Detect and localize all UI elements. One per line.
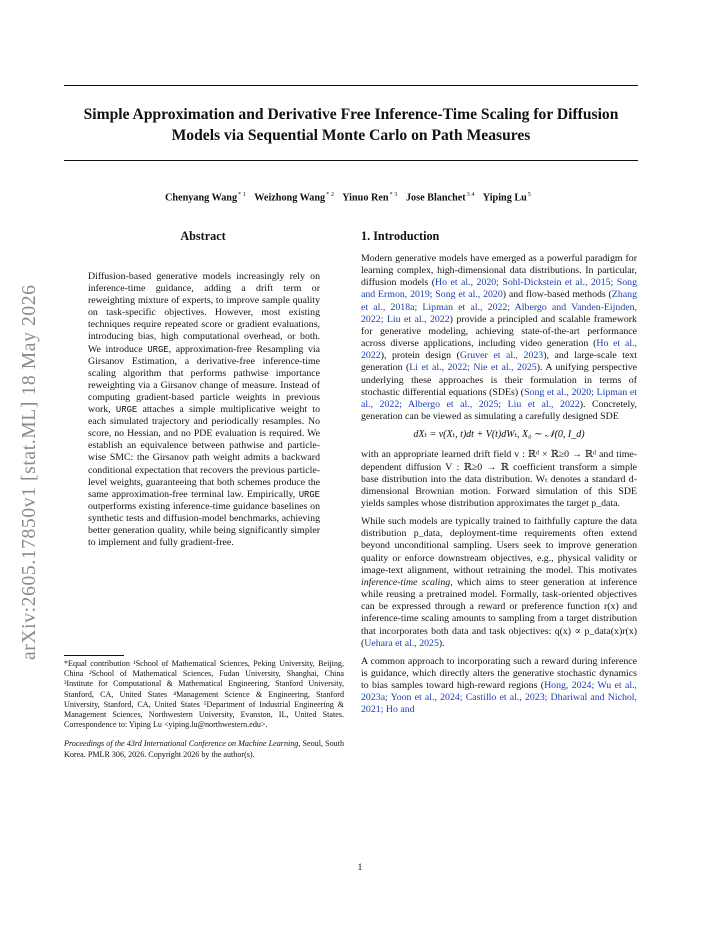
introduction-body xyxy=(361,253,637,723)
footnote-rule xyxy=(64,655,124,656)
emphasis-term: inference-time scaling xyxy=(361,576,451,588)
citation-link[interactable]: Hong, 2024; Wu et al., 2023a; Yoon et al., 2024; Castillo et al., 2023; Dhariwal and Nichol, 2021; Ho and xyxy=(361,680,638,716)
title-rule-top xyxy=(64,85,638,86)
author-affil-mark: * 2 xyxy=(326,191,335,198)
intro-paragraph: While such models are typically trained to faithfully capture the data distribution p_data, deployment-time requirements often extend beyond unconditional sampling. Users seek to improve generation quality or enforce downstream objectives, e.g., physical validity or image-text alignment, without retraining the model. This motivates inference-time scaling, which aims to steer generation at inference while reusing a pretrained model. Formally, task-oriented objectives can be expressed through a reward or preference function r(x) and inference-time scaling amounts to sampling from a target distribution that incorporates both data and task objectives: q(x) ∝ p_data(x)r(x) (Uehara et al., 2025). xyxy=(361,516,637,649)
affiliation-footnote: *Equal contribution ¹School of Mathematical Sciences, Peking University, Beijing, China ²School of Mathematical Sciences, Fudan University, Shanghai, China ³Institute for Computational & Mathematical Engineering, Stanford University, Stanford, CA, United States ⁴Management Science & Engineering, Stanford University, Stanford, CA, United States ⁵Department of Industrial Engineering & Management Sciences, Northwestern University, Evanston, IL, United States. Correspondence to: Yiping Lu <yiping.lu@northwestern.edu>. xyxy=(64,659,344,730)
citation-link[interactable]: Li et al., 2022; Nie et al., 2025 xyxy=(409,362,537,374)
intro-paragraph: with an appropriate learned drift field v : ℝᵈ × ℝ≥0 → ℝᵈ and time-dependent diffusion V : ℝ≥0 → ℝ coefficient transform a simple base distribution into the data distribution. Wₜ denotes a standard d-dimensional Brownian motion. Forward simulation of this SDE yields samples whose distribution approximates the target p_data. xyxy=(361,449,637,509)
footnotes xyxy=(64,659,344,769)
arxiv-stamp: arXiv:2605.17850v1 [stat.ML] 18 May 2026 xyxy=(19,284,40,660)
author-affil-mark: * 3 xyxy=(389,191,398,198)
method-name: URGE xyxy=(147,344,169,355)
author-name: Yiping Lu xyxy=(482,192,527,204)
intro-paragraph: A common approach to incorporating such a reward during inference is guidance, which directly alters the generative stochastic dynamics to bias samples toward high-reward regions (Hong, 2024; Wu et al., 2023a; Yoon et al., 2024; Castillo et al., 2023; Dhariwal and Nichol, 2021; Ho and xyxy=(361,655,638,716)
title-rule-bottom xyxy=(64,160,638,161)
author-name: Jose Blanchet xyxy=(405,192,466,204)
intro-paragraph: Modern generative models have emerged as a powerful paradigm for learning complex, high-dimensional data distributions. In particular, diffusion models (Ho et al., 2020; Sohl-Dickstein et al., 2015; Song and Ermon, 2019; Song et al., 2020) and flow-based methods (Zhang et al., 2018a; Lipman et al., 2022; Albergo and Vanden-Eijnden, 2022; Liu et al., 2022) provide a principled and scalable framework for generative modeling, achieving state-of-the-art performance across diverse applications, including video generation (Ho et al., 2022), protein design (Gruver et al., 2023), and large-scale text generation (Li et al., 2022; Nie et al., 2025). A unifying perspective underlying these approaches is their formulation in terms of stochastic differential equations (SDEs) (Song et al., 2020; Lipman et al., 2022; Albergo et al., 2025; Liu et al., 2022). Concretely, generation can be viewed as simulating a carefully designed SDE xyxy=(361,253,638,423)
section-heading-introduction: 1. Introduction xyxy=(361,229,440,243)
abstract-heading: Abstract xyxy=(180,229,226,243)
author-affil-mark: 3 4 xyxy=(466,191,475,198)
author-name: Weizhong Wang xyxy=(254,192,326,204)
citation-link[interactable]: Zhang et al., 2018a; Lipman et al., 2022; Albergo and Vanden-Eijnden, 2022; Liu et al., 2022 xyxy=(361,289,637,325)
author-affil-mark: * 1 xyxy=(238,191,246,198)
method-name: URGE xyxy=(115,405,138,416)
citation-link[interactable]: Uehara et al., 2025 xyxy=(364,637,439,649)
citation-link[interactable]: Ho et al., 2022 xyxy=(361,338,637,362)
abstract-body: Diffusion-based generative models increasingly rely on inference-time guidance, adding a drift term or reweighting mixture of experts, to improve sample quality on task-specific objectives. However, most existing techniques require repeated score or gradient evaluations, introducing bias, high computational overhead, or both. We introduce URGE, approximation-free Resampling via Girsanov Estimation, a derivative-free inference-time scaling algorithm that performs pathwise importance reweighting via a Girsanov change of measure. Instead of computing gradient-based particle weights in previous work, URGE attaches a simple multiplicative weight to each simulated trajectory and periodically resamples. No score, no Hessian, and no PDE evaluation is required. We establish an equivalence between pathwise and particle-wise SMC: the Girsanov path weight admits a backward conditional expectation that recovers the previous particle-level weights, guaranteeing that both schemes produce the same approximation-free terminal law. Empirically, URGE outperforms existing inference-time guidance baselines on synthetic tests and diffusion-model benchmarks, achieving better generation quality, while being significantly simpler to implement and fully gradient-free. xyxy=(88,271,320,549)
citation-link[interactable]: Ho et al., 2020; Sohl-Dickstein et al., 2015; Song and Ermon, 2019; Song et al., 2020 xyxy=(361,277,637,301)
sde-equation: dXₜ = v(Xₜ, t)dt + V(t)dWₜ, X₀ ∼ 𝒩(0, I_d) xyxy=(413,429,585,441)
author-list xyxy=(64,188,638,204)
citation-link[interactable]: Song et al., 2020; Lipman et al., 2022; Albergo et al., 2025; Liu et al., 2022 xyxy=(361,386,637,410)
paper-title: Simple Approximation and Derivative Free Inference-Time Scaling for Diffusion Models via Sequential Monte Carlo on Path Measures xyxy=(83,106,619,144)
author-affil-mark: 5 xyxy=(527,191,531,198)
author-name: Yinuo Ren xyxy=(342,192,389,204)
author-name: Chenyang Wang xyxy=(165,192,238,204)
proceedings-note: Proceedings of the 43rd International Conference on Machine Learning, Seoul, South Korea. PMLR 306, 2026. Copyright 2026 by the author(s). xyxy=(64,739,344,759)
method-name: URGE xyxy=(298,489,320,500)
citation-link[interactable]: Gruver et al., 2023 xyxy=(459,350,544,362)
page-number: 1 xyxy=(357,862,363,873)
